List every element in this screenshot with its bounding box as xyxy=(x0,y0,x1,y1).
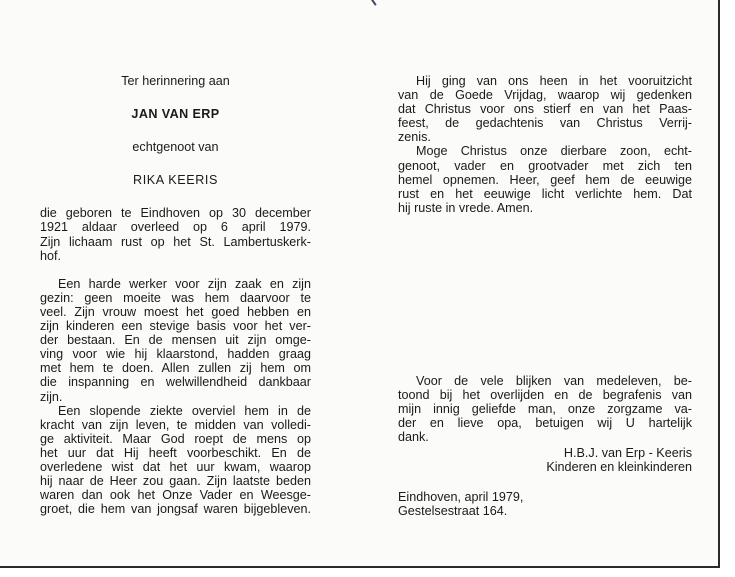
paragraph-line: die inspanning en welwillendheid dankbaar xyxy=(40,375,311,390)
paragraph-line: Moge Christus onze dierbare zoon, echt- xyxy=(416,144,692,159)
paragraph-line: mijn innig geliefde man, onze zorgzame va- xyxy=(398,402,692,417)
right-column xyxy=(398,74,692,215)
scan-margin xyxy=(0,568,735,577)
paragraph-line: met hem te doen. Allen zullen zij hem om xyxy=(40,361,311,376)
paragraph-line: groet, die hem van jongsaf waren bijgebleven. xyxy=(40,502,311,517)
deceased-name: JAN VAN ERP xyxy=(131,107,220,122)
paragraph-line: der en lieve opa, betuigen wij U hartelijk xyxy=(398,416,692,431)
paragraph-line: Een slopende ziekte overviel hem in de xyxy=(58,403,311,418)
bio-line: hof. xyxy=(40,248,62,263)
paragraph-line: ge aktiviteit. Maar God roept de mens op xyxy=(40,431,311,446)
paragraph-line: gezin: geen moeite was hem daarvoor te xyxy=(40,290,311,305)
signers xyxy=(398,446,692,474)
paragraph-line: zenis. xyxy=(398,130,431,145)
paragraph-line: toond bij het overlijden en de begrafenis van xyxy=(398,388,692,403)
place-date xyxy=(398,490,692,518)
paragraph-line: hij naar de Heer zou gaan. Zijn laatste beden xyxy=(40,474,311,489)
paragraph-line: zijn. xyxy=(40,389,63,404)
paragraph-line: dank. xyxy=(398,430,429,445)
paragraph-line: ving voor wie hij klaarstond, hadden graag xyxy=(40,347,311,362)
tribute-paragraph-1 xyxy=(40,277,311,404)
scan-mark xyxy=(371,0,377,6)
paragraph-line: Voor de vele blijken van medeleven, be- xyxy=(416,374,692,388)
paragraph-line: hemel opnemen. Heer, geef hem de eeuwige xyxy=(398,172,692,187)
paragraph-line: veel. Zijn vrouw moest het goed hebben en xyxy=(40,304,311,319)
intro-text: Ter herinnering aan xyxy=(121,74,230,88)
paragraph-line: overledene wist dat het uur kwam, waarop xyxy=(40,459,311,474)
spouse-name: RIKA KEERIS xyxy=(133,173,218,188)
bio-line: Zijn lichaam rust op het St. Lambertuskerk- xyxy=(40,234,311,249)
paragraph-line: der bestaan. En de mensen uit zijn omge- xyxy=(40,333,311,348)
bio-line: die geboren te Eindhoven op 30 december xyxy=(40,206,311,221)
faith-paragraph-2 xyxy=(398,144,692,214)
faith-paragraph-1 xyxy=(398,74,692,144)
paragraph-line: rust en het eeuwige licht verlichte hem. Dat xyxy=(398,186,692,201)
spouse-of-text: echtgenoot van xyxy=(132,140,219,155)
left-column xyxy=(40,74,311,516)
paragraph-line: feest, de gedachtenis van Christus Verrij- xyxy=(398,116,692,131)
paragraph-line: genoot, vader en grootvader met zich ten xyxy=(398,158,692,173)
paragraph-line: van de Goede Vrijdag, waarop wij gedenken xyxy=(398,88,692,103)
tribute-paragraph-2 xyxy=(40,404,311,517)
address-line: Gestelsestraat 164. xyxy=(398,504,508,519)
paragraph-line: hij ruste in vrede. Amen. xyxy=(398,200,534,215)
paragraph-line: kracht van zijn leven, te midden van volledi- xyxy=(40,417,311,432)
paragraph-line: zijn kinderen een stevige basis voor het ver- xyxy=(40,319,311,334)
paragraph-line: waren dan ook het Onze Vader en Weesge- xyxy=(40,488,311,503)
paragraph-line: Een harde werker voor zijn zaak en zijn xyxy=(58,276,311,291)
bio-paragraph xyxy=(40,206,311,262)
signer-line: H.B.J. van Erp - Keeris xyxy=(563,446,692,460)
thanks-paragraph xyxy=(398,374,692,444)
paragraph-line: Hij ging van ons heen in het vooruitzicht xyxy=(416,74,692,88)
place-line: Eindhoven, april 1979, xyxy=(398,490,524,504)
paragraph-line: dat Christus voor ons stierf en van het Paas- xyxy=(398,102,692,117)
bio-line: 1921 aldaar overleed op 6 april 1979. xyxy=(40,220,311,235)
signer-line: Kinderen en kleinkinderen xyxy=(546,460,692,475)
paragraph-line: het uur dat Hij heeft voorbeschikt. En de xyxy=(40,445,311,460)
